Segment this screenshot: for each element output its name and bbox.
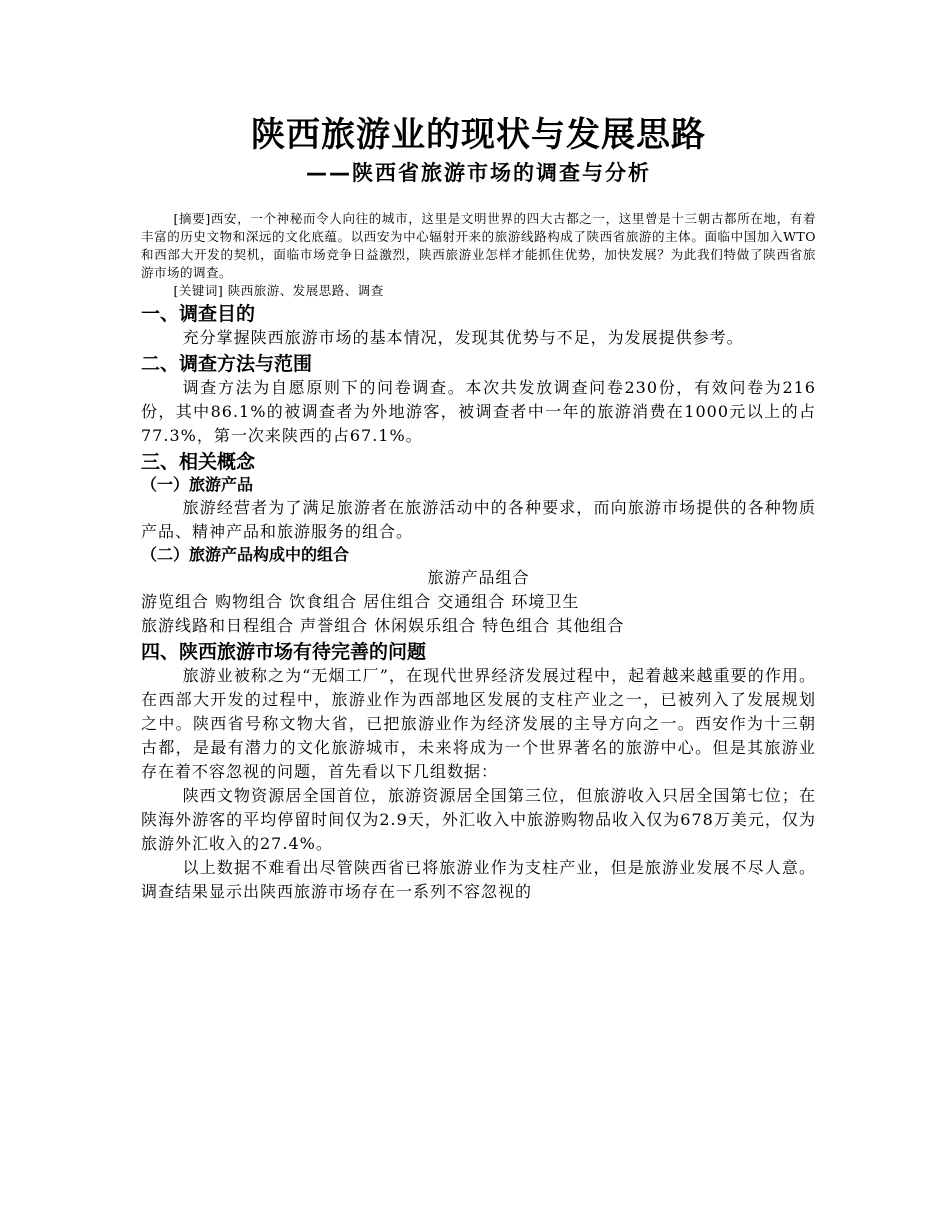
abstract-paragraph: [摘要]西安，一个神秘而令人向往的城市，这里是文明世界的四大古都之一，这里曾是十三朝古都所在地，有着丰富的历史文物和深远的文化底蕴。以西安为中心辐射开来的旅游线路构成了陕西省旅游的主体。面临中国加入WTO和西部大开发的契机，面临市场竞争日益激烈，陕西旅游业怎样才能抓住优势，加快发展？为此我们特做了陕西省旅游市场的调查。 <box>141 211 816 280</box>
section-purpose-paragraph: 充分掌握陕西旅游市场的基本情况，发现其优势与不足，为发展提供参考。 <box>182 328 744 347</box>
section-problems-paragraph-3: 以上数据不难看出尽管陕西省已将旅游业作为支柱产业，但是旅游业发展不尽人意。调查结果显示出陕西旅游市场存在一系列不容忽视的 <box>141 858 816 901</box>
section-problems-paragraph-2: 陕西文物资源居全国首位，旅游资源居全国第三位，但旅游收入只居全国第七位；在陕海外游客的平均停留时间仅为2.9天，外汇收入中旅游购物品收入仅为678万美元，仅为旅游外汇收入的27.4%。 <box>141 786 816 853</box>
subsection-heading-product-composition: （二）旅游产品构成中的组合 <box>141 545 350 564</box>
section-problems-paragraph-1: 旅游业被称之为“无烟工厂”，在现代世界经济发展过程中，起着越来越重要的作用。在西部大开发的过程中，旅游业作为西部地区发展的支柱产业之一，已被列入了发展规划之中。陕西省号称文物大省，已把旅游业作为经济发展的主导方向之一。西安作为十三朝古都，是最有潜力的文化旅游城市，未来将成为一个世界著名的旅游中心。但是其旅游业存在着不容忽视的问题，首先看以下几组数据： <box>141 666 816 781</box>
subsection-tourism-product-paragraph: 旅游经营者为了满足旅游者在旅游活动中的各种要求，而向旅游市场提供的各种物质产品、精神产品和旅游服务的组合。 <box>141 498 816 541</box>
section-heading-purpose: 一、调查目的 <box>141 303 256 325</box>
composition-diagram-row1: 游览组合 购物组合 饮食组合 居住组合 交通组合 环境卫生 <box>141 592 580 611</box>
document-subtitle: ——陕西省旅游市场的调查与分析 <box>306 161 651 185</box>
composition-diagram-row2: 旅游线路和日程组合 声誉组合 休闲娱乐组合 特色组合 其他组合 <box>141 616 625 635</box>
section-method-paragraph: 调查方法为自愿原则下的问卷调查。本次共发放调查问卷230份，有效问卷为216份，其中86.1%的被调查者为外地游客，被调查者中一年的旅游消费在1000元以上的占77.3%，第一次来陕西的占67.1%。 <box>141 378 816 445</box>
section-heading-problems: 四、陕西旅游市场有待完善的问题 <box>141 641 427 663</box>
section-heading-concepts: 三、相关概念 <box>141 451 256 473</box>
section-heading-method: 二、调查方法与范围 <box>141 353 313 375</box>
document-title: 陕西旅游业的现状与发展思路 <box>251 115 706 155</box>
document-content <box>141 112 816 904</box>
subsection-heading-tourism-product: （一）旅游产品 <box>141 475 254 494</box>
keywords-line: [关键词] 陕西旅游、发展思路、调查 <box>173 283 384 298</box>
composition-diagram-root: 旅游产品组合 <box>427 568 530 587</box>
